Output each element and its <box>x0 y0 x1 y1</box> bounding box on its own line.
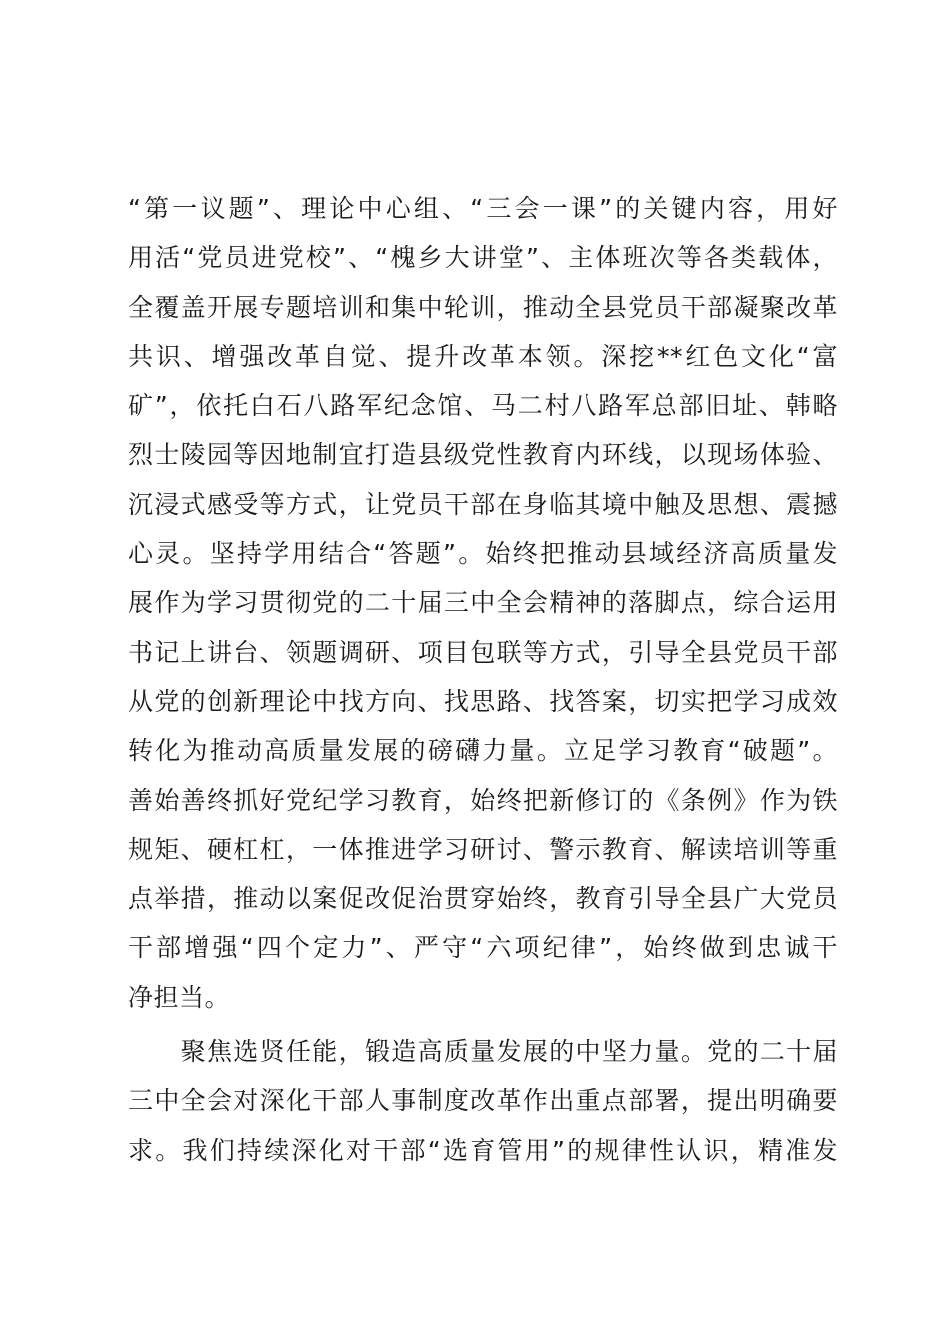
paragraph-line: 善始善终抓好党纪学习教育，始终把新修订的《条例》作为铁 <box>128 785 838 815</box>
paragraph-line: 书记上讲台、领题调研、项目包联等方式，引导全县党员干部 <box>128 637 838 667</box>
paragraph-line: 聚焦选贤任能，锻造高质量发展的中坚力量。党的二十届 <box>128 1037 838 1066</box>
paragraph-line: 展作为学习贯彻党的二十届三中全会精神的落脚点，综合运用 <box>128 588 838 618</box>
paragraph-line: 全覆盖开展专题培训和集中轮训，推动全县党员干部凝聚改革 <box>128 292 838 322</box>
paragraph-line: 从党的创新理论中找方向、找思路、找答案，切实把学习成效 <box>128 686 838 716</box>
paragraph-line: 矿”，依托白石八路军纪念馆、马二村八路军总部旧址、韩略 <box>128 391 838 421</box>
paragraph-line: 共识、增强改革自觉、提升改革本领。深挖**红色文化“富 <box>128 341 838 371</box>
paragraph-line: 转化为推动高质量发展的磅礴力量。立足学习教育“破题”。 <box>128 736 838 766</box>
paragraph-line: 点举措，推动以案促改促治贯穿始终，教育引导全县广大党员 <box>128 884 838 914</box>
paragraph-2 <box>128 1027 838 1175</box>
paragraph-line: 烈士陵园等因地制宜打造县级党性教育内环线，以现场体验、 <box>128 440 838 470</box>
paragraph-line: 净担当。 <box>128 982 231 1012</box>
paragraph-line: 规矩、硬杠杠，一体推进学习研讨、警示教育、解读培训等重 <box>128 834 838 864</box>
paragraph-line: 求。我们持续深化对干部“选育管用”的规律性认识，精准发 <box>128 1135 838 1165</box>
paragraph-line: 用活“党员进党校”、“槐乡大讲堂”、主体班次等各类载体， <box>128 243 838 273</box>
paragraph-line: 三中全会对深化干部人事制度改革作出重点部署，提出明确要 <box>128 1086 838 1116</box>
paragraph-1 <box>128 184 838 1022</box>
paragraph-line: 心灵。坚持学用结合“答题”。始终把推动县域经济高质量发 <box>128 539 838 569</box>
paragraph-line: “第一议题”、理论中心组、“三会一课”的关键内容，用好 <box>128 194 838 223</box>
paragraph-line: 沉浸式感受等方式，让党员干部在身临其境中触及思想、震撼 <box>128 489 838 519</box>
paragraph-line: 干部增强“四个定力”、严守“六项纪律”，始终做到忠诚干 <box>128 933 838 963</box>
